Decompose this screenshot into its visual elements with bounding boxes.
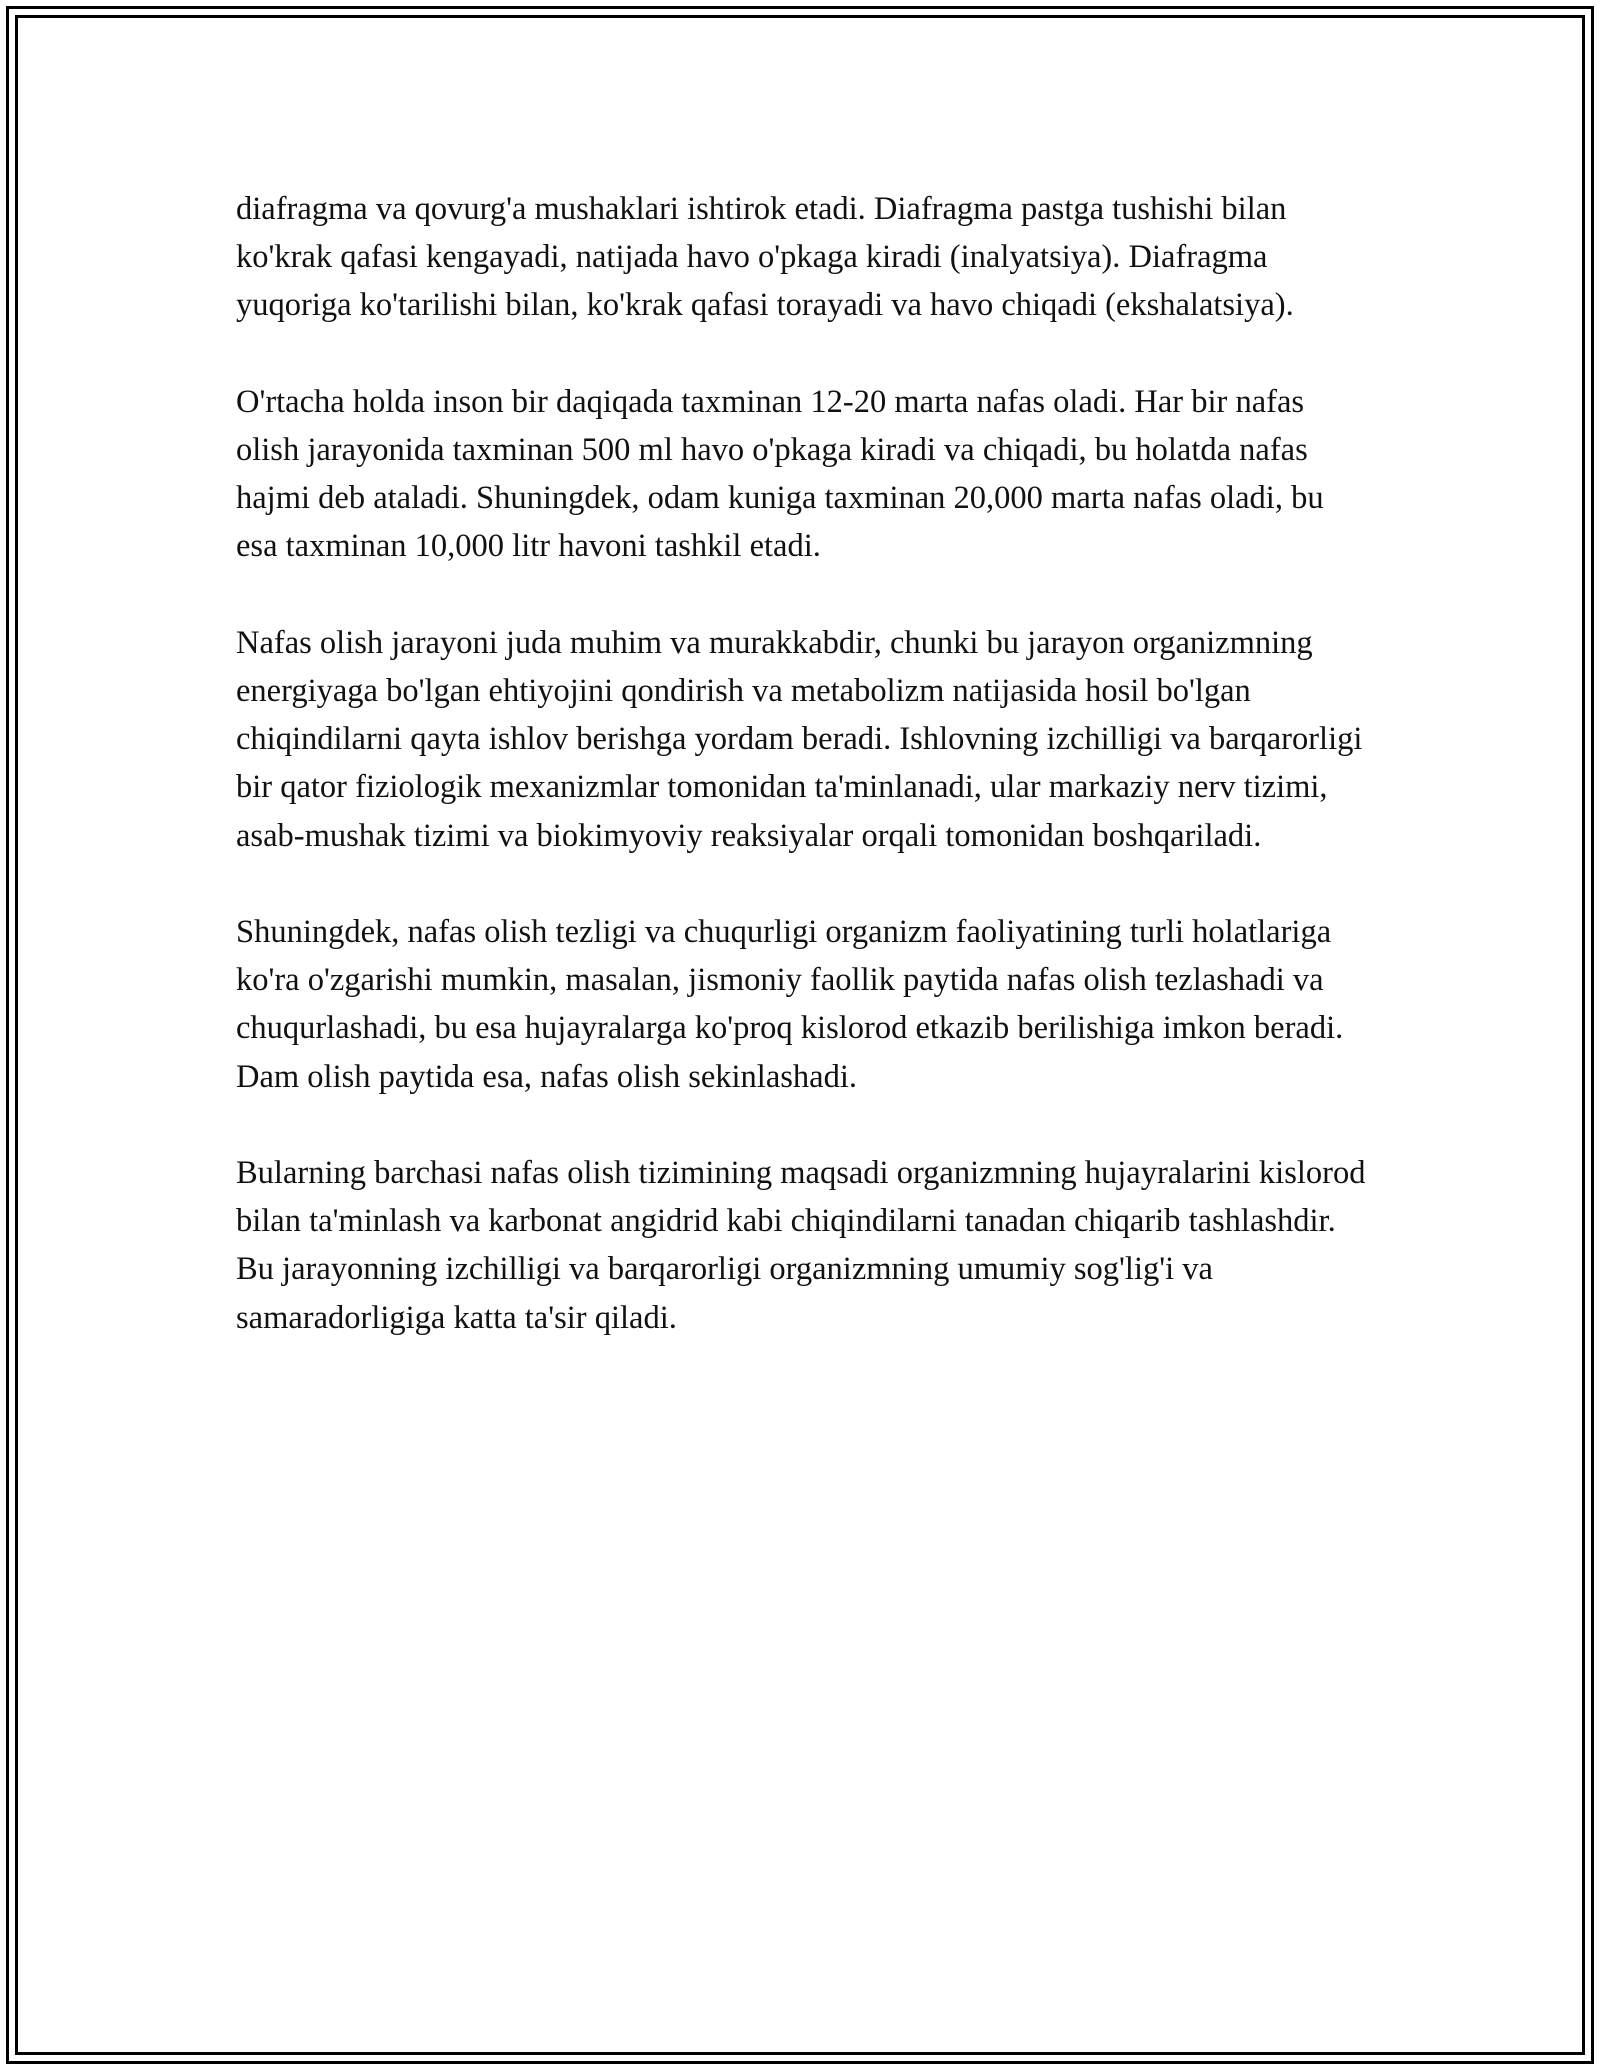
paragraph-5: Bularning barchasi nafas olish tizimining maqsadi organizmning hujayralarini kislorod bilan ta'minlash va karbonat angidrid kabi chiqindilarni tanadan chiqarib tashlashdir. Bu jarayonning izchilligi va barqarorligi organizmning umumiy sog'lig'i va samaradorligiga katta ta'sir qiladi. xyxy=(236,1155,1366,1336)
paragraph-2: O'rtacha holda inson bir daqiqada taxminan 12-20 marta nafas oladi. Har bir nafas olish jarayonida taxminan 500 ml havo o'pkaga kiradi va chiqadi, bu holatda nafas hajmi deb ataladi. Shuningdek, odam kuniga taxminan 20,000 marta nafas oladi, bu esa taxminan 10,000 litr havoni tashkil etadi. xyxy=(236,383,1324,565)
page-body xyxy=(236,185,1366,1390)
paragraph-4: Shuningdek, nafas olish tezligi va chuqurligi organizm faoliyatining turli holatlariga ko'ra o'zgarishi mumkin, masalan, jismoniy faollik paytida nafas olish tezlashadi va chuqurlashadi, bu esa hujayralarga ko'proq kislorod etkazib berilishiga imkon beradi. Dam olish paytida esa, nafas olish sekinlashadi. xyxy=(236,914,1344,1095)
paragraph-3: Nafas olish jarayoni juda muhim va murakkabdir, chunki bu jarayon organizmning energiyaga bo'lgan ehtiyojini qondirish va metabolizm natijasida hosil bo'lgan chiqindilarni qayta ishlov berishga yordam beradi. Ishlovning izchilligi va barqarorligi bir qator fiziologik mexanizmlar tomonidan ta'minlanadi, ular markaziy nerv tizimi, asab-mushak tizimi va biokimyoviy reaksiyalar orqali tomonidan boshqariladi. xyxy=(236,624,1363,854)
paragraph-1: diafragma va qovurg'a mushaklari ishtirok etadi. Diafragma pastga tushishi bilan ko'krak qafasi kengayadi, natijada havo o'pkaga kiradi (inalyatsiya). Diafragma yuqoriga ko'tarilishi bilan, ko'krak qafasi torayadi va havo chiqadi (ekshalatsiya). xyxy=(236,191,1294,324)
